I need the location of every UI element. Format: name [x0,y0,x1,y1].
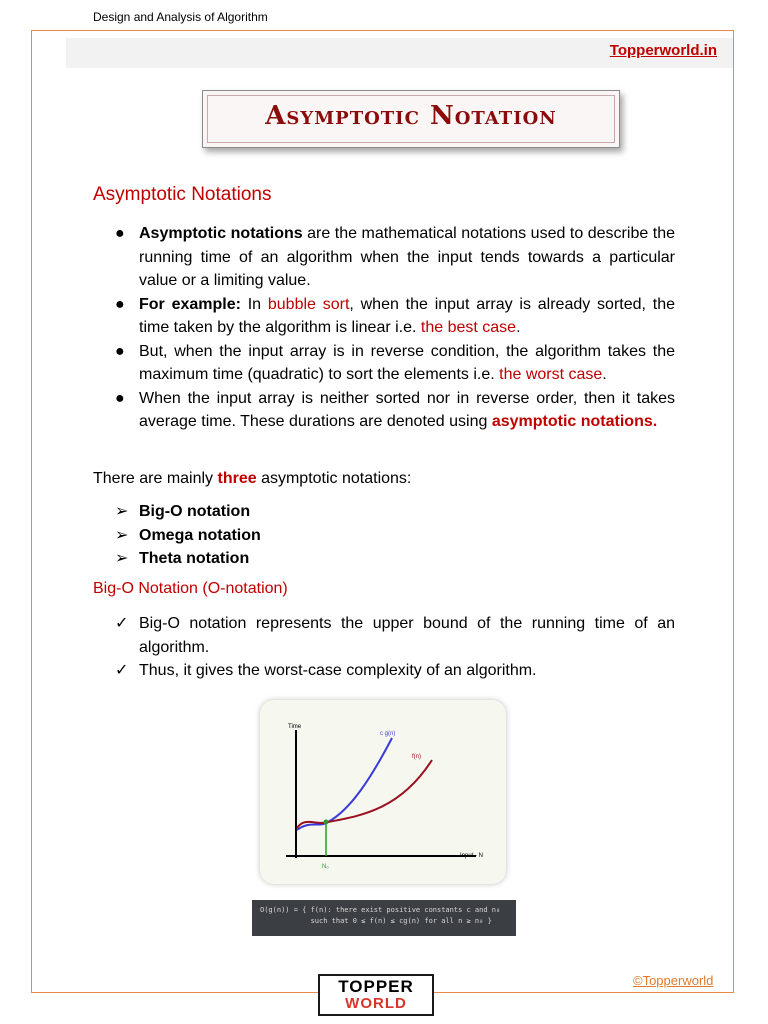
cg-curve [297,738,392,830]
bullet-text: When the input array is neither sorted nor in reverse order, then it takes average time. These durations are denoted using [139,389,675,430]
notation-item [93,547,261,571]
arrow-bullet-icon: ➢ [115,503,129,520]
mainly-text: There are mainly [93,470,218,487]
site-link[interactable]: Topperworld.in [609,42,717,59]
subheading-big-o: Big-O Notation (O-notation) [93,580,288,597]
bullet-dot: ● [115,389,125,407]
highlight-worst-case: the worst case [499,366,603,383]
checkmark-icon: ✓ [115,662,129,679]
arrow-bullet-icon: ➢ [115,526,129,544]
bullet-bold-term: For example: [139,295,241,313]
bullet-text: , when the input array is already sorted, the time taken by the algorithm is linear i.e. [139,295,675,336]
big-o-graph-figure [260,700,506,884]
bullet-bold-term: Asymptotic notations [139,225,303,242]
logo-bottom-text: WORLD [345,995,407,1012]
site-bar [66,38,733,68]
bullet-list [93,222,675,434]
highlight-asymptotic-notations: asymptotic notations. [491,413,658,430]
bullet-text: But, when the input array is in reverse condition, the algorithm takes the maximum time (quadratic) to sort the elements i.e. [139,342,675,383]
bullet-item [93,387,675,434]
bullet-dot: ● [115,295,125,313]
logo-top-text: TOPPER [338,977,414,996]
code-line: such that 0 ≤ f(n) ≤ cg(n) for all n ≥ n₀ } [260,917,492,925]
bullet-text: In [240,295,268,313]
check-list [93,612,675,683]
bullet-dot: ● [115,342,125,360]
notation-label: Theta notation [139,550,250,567]
highlight-three: three [217,470,257,487]
definition-code-box [252,900,516,936]
notation-label: Omega notation [139,526,261,544]
notation-list [93,500,261,571]
topperworld-logo [318,974,434,1016]
cg-label: c g(n) [380,731,396,737]
notation-item [93,524,261,548]
bullet-item [93,293,675,340]
bullet-dot: ● [115,225,125,242]
check-item [93,612,675,659]
x-axis-label: Input - N [460,853,484,859]
mainly-paragraph [93,467,411,491]
page-title: Asymptotic Notation [265,101,557,131]
bullet-item [93,222,675,293]
notation-label: Big-O notation [139,503,251,520]
y-axis-label: Time [288,724,302,730]
title-box [202,90,620,148]
document-header: Design and Analysis of Algorithm [93,10,268,24]
bullet-text: . [602,366,607,383]
arrow-bullet-icon: ➢ [115,550,129,567]
copyright-link[interactable]: ©Topperworld [633,973,714,988]
highlight-best-case: the best case [420,319,517,336]
mainly-text: asymptotic notations: [256,470,412,487]
f-curve [297,760,432,828]
bullet-text: . [516,319,521,336]
notation-item [93,500,261,524]
check-item [93,659,675,683]
check-text: Big-O notation represents the upper bound of the running time of an algorithm. [139,615,675,656]
code-line: O(g(n)) = { f(n): there exist positive constants c and n₀ [260,906,501,914]
section-heading: Asymptotic Notations [93,184,272,205]
checkmark-icon: ✓ [115,615,129,632]
highlight-bubble-sort: bubble sort [267,295,350,313]
n0-label: N₀ [322,864,329,870]
check-text: Thus, it gives the worst-case complexity of an algorithm. [139,662,537,679]
big-o-graph [260,700,506,884]
f-label: f(n) [412,754,421,760]
n0-marker-dot [324,820,329,825]
bullet-text: are the mathematical notations used to describe the running time of an algorithm when the input tends towards a particular value or a limiting value. [139,225,675,289]
bullet-item [93,340,675,387]
